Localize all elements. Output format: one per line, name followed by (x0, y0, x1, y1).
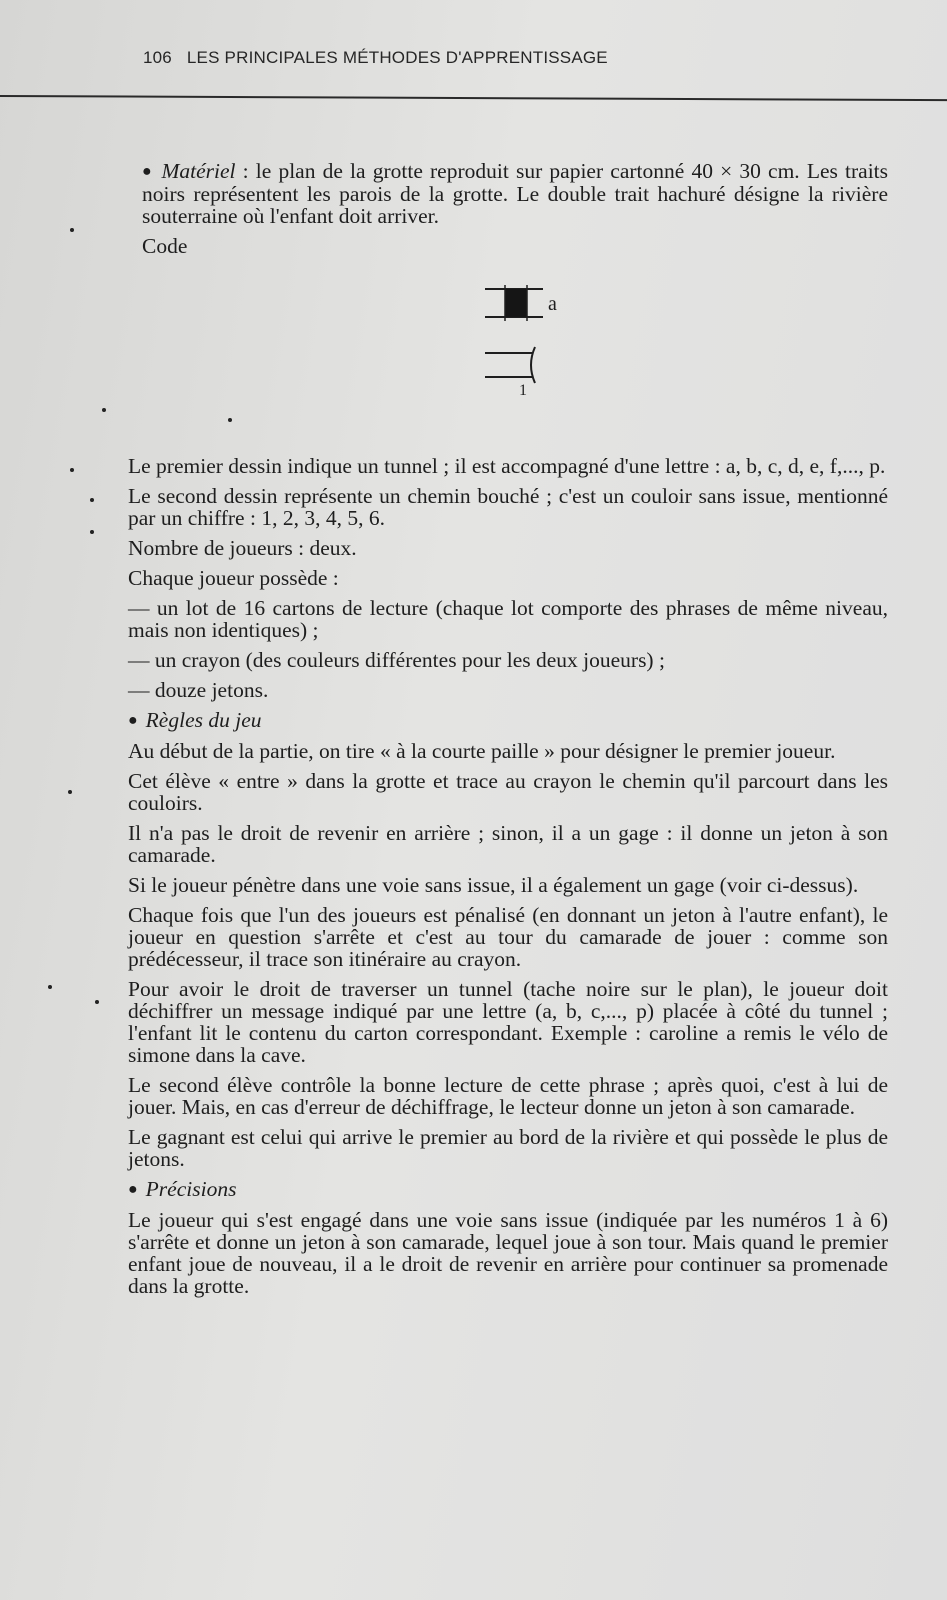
code-figure (128, 265, 888, 445)
paragraph: Le joueur qui s'est engagé dans une voie sans issue (indiquée par les numéros 1 à 6) s'arrête et donne un jeton à son camarade, lequel joue à son tour. Mais quand le premier enfant joue de nouveau, il a le droit de revenir en arrière pour continuer sa promenade dans la grotte. (128, 1208, 888, 1298)
page-header (143, 48, 608, 68)
paragraph: Chaque fois que l'un des joueurs est pénalisé (en donnant un jeton à l'autre enfant), le joueur en question s'arrête et c'est au tour du camarade de jouer : comme son prédécesseur, il trace son itinéraire au crayon. (128, 903, 888, 971)
paragraph: Au début de la partie, on tire « à la courte paille » pour désigner le premier joueur. (128, 739, 836, 763)
paragraph: Le second dessin représente un chemin bouché ; c'est un couloir sans issue, mentionné par un chiffre : 1, 2, 3, 4, 5, 6. (128, 484, 888, 530)
paragraph: Chaque joueur possède : (128, 566, 339, 590)
scan-speck (228, 418, 232, 422)
paragraph: Il n'a pas le droit de revenir en arrière ; sinon, il a un gage : il donne un jeton à son camarade. (128, 821, 888, 867)
precisions-heading: Précisions (145, 1177, 237, 1201)
paragraph: Le premier dessin indique un tunnel ; il est accompagné d'une lettre : a, b, c, d, e, f,..., p. (128, 454, 886, 478)
dead-end-symbol-icon (483, 343, 563, 399)
scan-speck (48, 985, 52, 989)
materiel-heading: Matériel (161, 159, 236, 183)
paragraph: Nombre de joueurs : deux. (128, 536, 357, 560)
precisions-heading-line (128, 1178, 888, 1201)
scan-speck (68, 790, 72, 794)
materiel-paragraph (128, 160, 888, 227)
paragraph: Le second élève contrôle la bonne lecture de cette phrase ; après quoi, c'est à lui de jouer. Mais, en cas d'erreur de déchiffrage, le lecteur donne un jeton à son camarade. (128, 1073, 888, 1119)
bullet-icon: ● (128, 712, 138, 729)
tunnel-symbol-icon (483, 285, 547, 321)
dead-end-number-label: 1 (519, 382, 527, 399)
paragraph: Pour avoir le droit de traverser un tunnel (tache noire sur le plan), le joueur doit déchiffrer un message indiqué par une lettre (a, b, c,..., p) placée à côté du tunnel ; l'enfant lit le contenu du carton correspondant. Exemple : caroline a remis le vélo de simone dans la cave. (128, 977, 888, 1067)
paragraph: Si le joueur pénètre dans une voie sans issue, il a également un gage (voir ci-dessus). (128, 873, 859, 897)
tunnel-letter-label: a (548, 293, 557, 315)
scan-speck (90, 530, 94, 534)
materiel-text: : le plan de la grotte reproduit sur papier cartonné 40 × 30 cm. Les traits noirs représentent les parois de la grotte. Le double trait hachuré désigne la rivière souterraine où l'enfant doit arriver. (142, 159, 889, 228)
regles-heading: Règles du jeu (145, 708, 262, 732)
scan-speck (90, 498, 94, 502)
regles-heading-line (128, 709, 888, 732)
code-label: Code (142, 234, 188, 258)
bullet-icon: ● (142, 163, 154, 180)
page-body (128, 160, 888, 1305)
header-rule (0, 95, 947, 101)
list-item: — douze jetons. (128, 678, 269, 702)
running-title: LES PRINCIPALES MÉTHODES D'APPRENTISSAGE (186, 48, 608, 67)
paragraph: Le gagnant est celui qui arrive le premier au bord de la rivière et qui possède le plus de jetons. (128, 1125, 888, 1171)
bullet-icon: ● (128, 1181, 138, 1198)
page-number: 106 (143, 48, 172, 67)
scan-speck (95, 1000, 99, 1004)
list-item: — un lot de 16 cartons de lecture (chaque lot comporte des phrases de même niveau, mais non identiques) ; (128, 596, 888, 642)
scan-speck (102, 408, 106, 412)
paragraph: Cet élève « entre » dans la grotte et trace au crayon le chemin qu'il parcourt dans les couloirs. (128, 769, 888, 815)
scan-speck (70, 468, 74, 472)
list-item: — un crayon (des couleurs différentes pour les deux joueurs) ; (128, 648, 665, 672)
scan-speck (70, 228, 74, 232)
